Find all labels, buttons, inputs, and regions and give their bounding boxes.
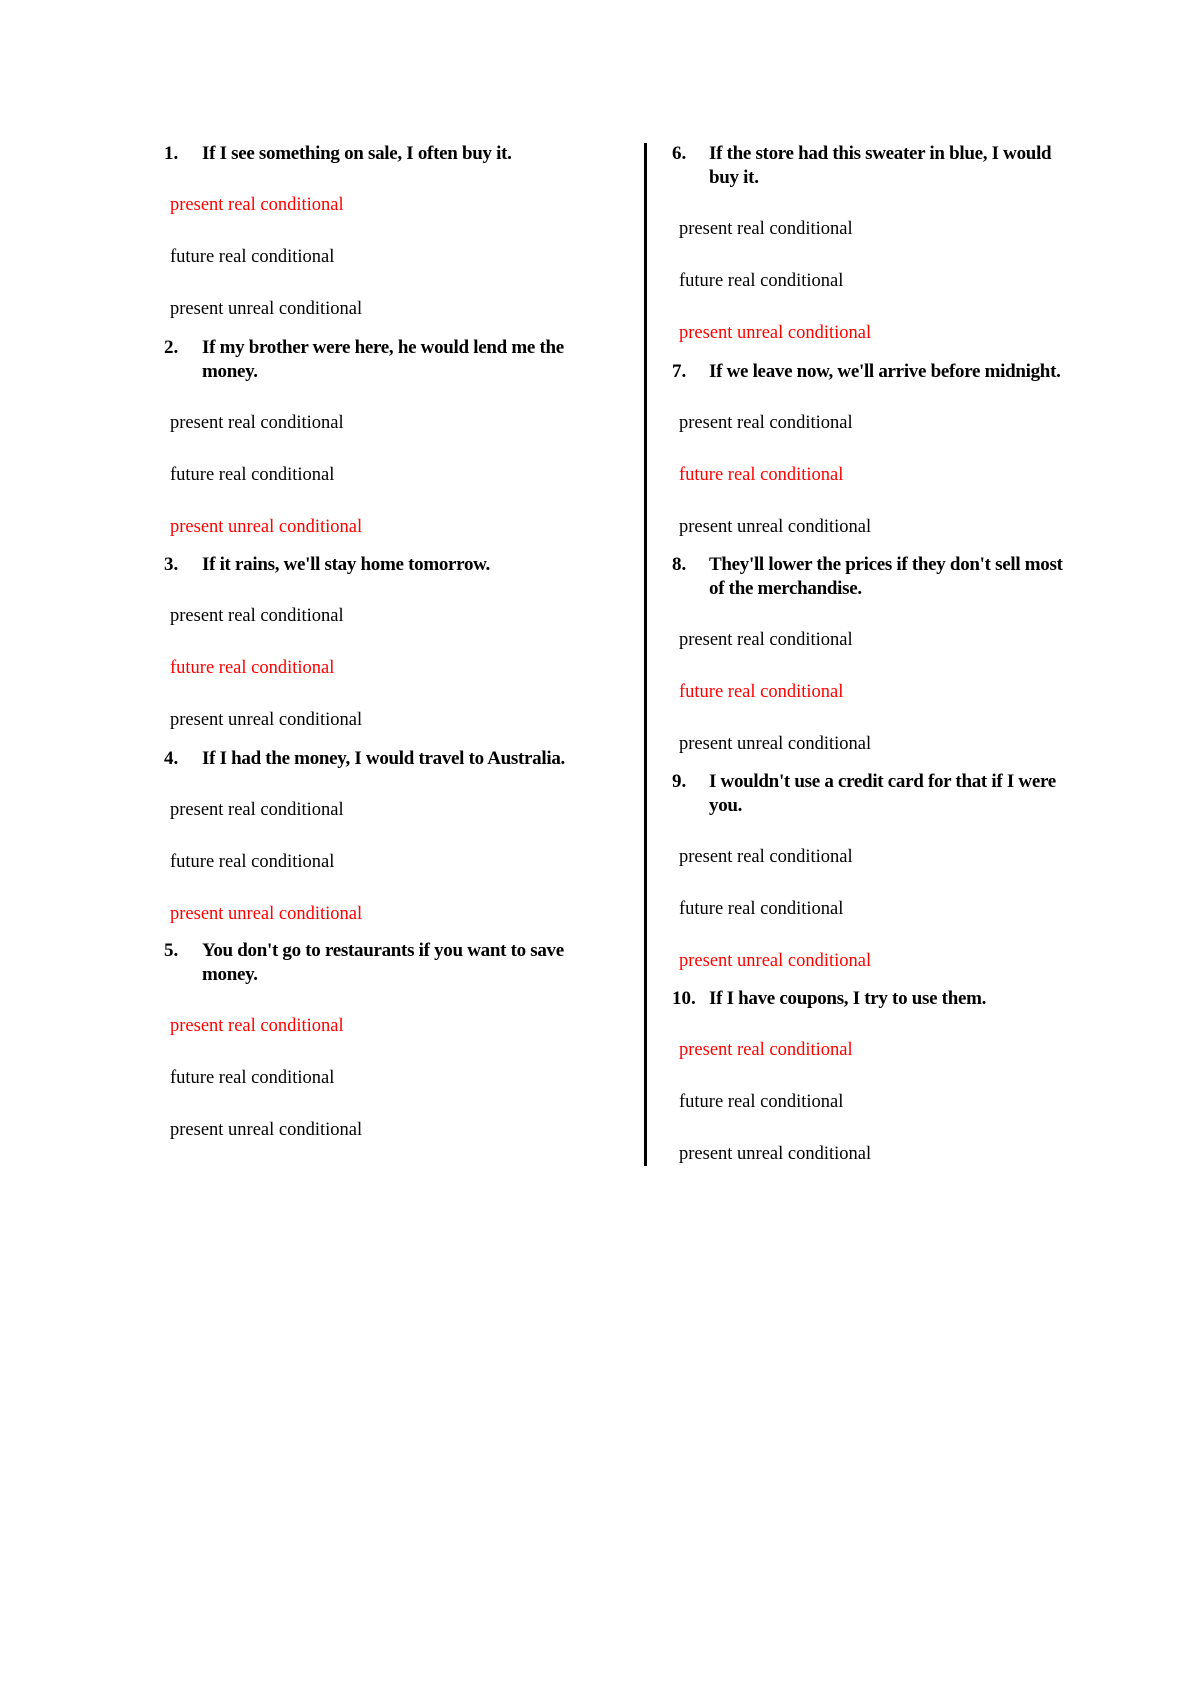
answer-option-correct[interactable]: future real conditional <box>679 682 844 702</box>
question-text: buy it. <box>709 167 759 188</box>
answer-option[interactable]: present real conditional <box>679 630 853 650</box>
answer-option[interactable]: future real conditional <box>170 852 335 872</box>
answer-option[interactable]: future real conditional <box>170 1068 335 1088</box>
question-text: You don't go to restaurants if you want to save <box>202 940 564 961</box>
question-number: 10. <box>672 988 696 1009</box>
answer-option[interactable]: present unreal conditional <box>170 1120 363 1140</box>
column-divider <box>644 143 647 1166</box>
question-number: 5. <box>164 940 179 961</box>
answer-option-correct[interactable]: present real conditional <box>679 1040 853 1060</box>
question-text: They'll lower the prices if they don't sell most <box>709 554 1063 575</box>
answer-option[interactable]: present unreal conditional <box>170 299 363 319</box>
question-number: 3. <box>164 554 179 575</box>
answer-option-correct[interactable]: present unreal conditional <box>679 951 872 971</box>
question-text: If I have coupons, I try to use them. <box>709 988 987 1009</box>
answer-option[interactable]: future real conditional <box>679 899 844 919</box>
answer-option-correct[interactable]: present unreal conditional <box>170 904 363 924</box>
answer-option[interactable]: present real conditional <box>679 413 853 433</box>
question-text: of the merchandise. <box>709 578 862 599</box>
answer-option[interactable]: future real conditional <box>679 1092 844 1112</box>
question-text: I wouldn't use a credit card for that if I were <box>709 771 1056 792</box>
question-number: 4. <box>164 748 179 769</box>
answer-option[interactable]: present real conditional <box>170 606 344 626</box>
question-number: 2. <box>164 337 179 358</box>
question-number: 1. <box>164 143 179 164</box>
answer-option[interactable]: present real conditional <box>170 413 344 433</box>
answer-option[interactable]: present real conditional <box>679 219 853 239</box>
question-text: money. <box>202 964 258 985</box>
answer-option[interactable]: present unreal conditional <box>679 734 872 754</box>
answer-option-correct[interactable]: future real conditional <box>679 465 844 485</box>
answer-option-correct[interactable]: future real conditional <box>170 658 335 678</box>
question-number: 9. <box>672 771 687 792</box>
question-text: If my brother were here, he would lend me the <box>202 337 564 358</box>
question-number: 8. <box>672 554 687 575</box>
answer-option[interactable]: present unreal conditional <box>679 517 872 537</box>
answer-option-correct[interactable]: present unreal conditional <box>170 517 363 537</box>
answer-option[interactable]: future real conditional <box>170 465 335 485</box>
answer-option[interactable]: present unreal conditional <box>679 1144 872 1164</box>
answer-option[interactable]: present real conditional <box>679 847 853 867</box>
question-text: money. <box>202 361 258 382</box>
question-text: If the store had this sweater in blue, I would <box>709 143 1052 164</box>
question-text: you. <box>709 795 743 816</box>
question-number: 6. <box>672 143 687 164</box>
answer-option[interactable]: future real conditional <box>170 247 335 267</box>
question-text: If I had the money, I would travel to Australia. <box>202 748 565 769</box>
question-number: 7. <box>672 361 687 382</box>
answer-option[interactable]: present real conditional <box>170 800 344 820</box>
question-text: If I see something on sale, I often buy it. <box>202 143 512 164</box>
answer-option-correct[interactable]: present real conditional <box>170 195 344 215</box>
answer-option[interactable]: future real conditional <box>679 271 844 291</box>
question-text: If we leave now, we'll arrive before midnight. <box>709 361 1061 382</box>
answer-option[interactable]: present unreal conditional <box>170 710 363 730</box>
question-text: If it rains, we'll stay home tomorrow. <box>202 554 490 575</box>
answer-option-correct[interactable]: present real conditional <box>170 1016 344 1036</box>
answer-option-correct[interactable]: present unreal conditional <box>679 323 872 343</box>
